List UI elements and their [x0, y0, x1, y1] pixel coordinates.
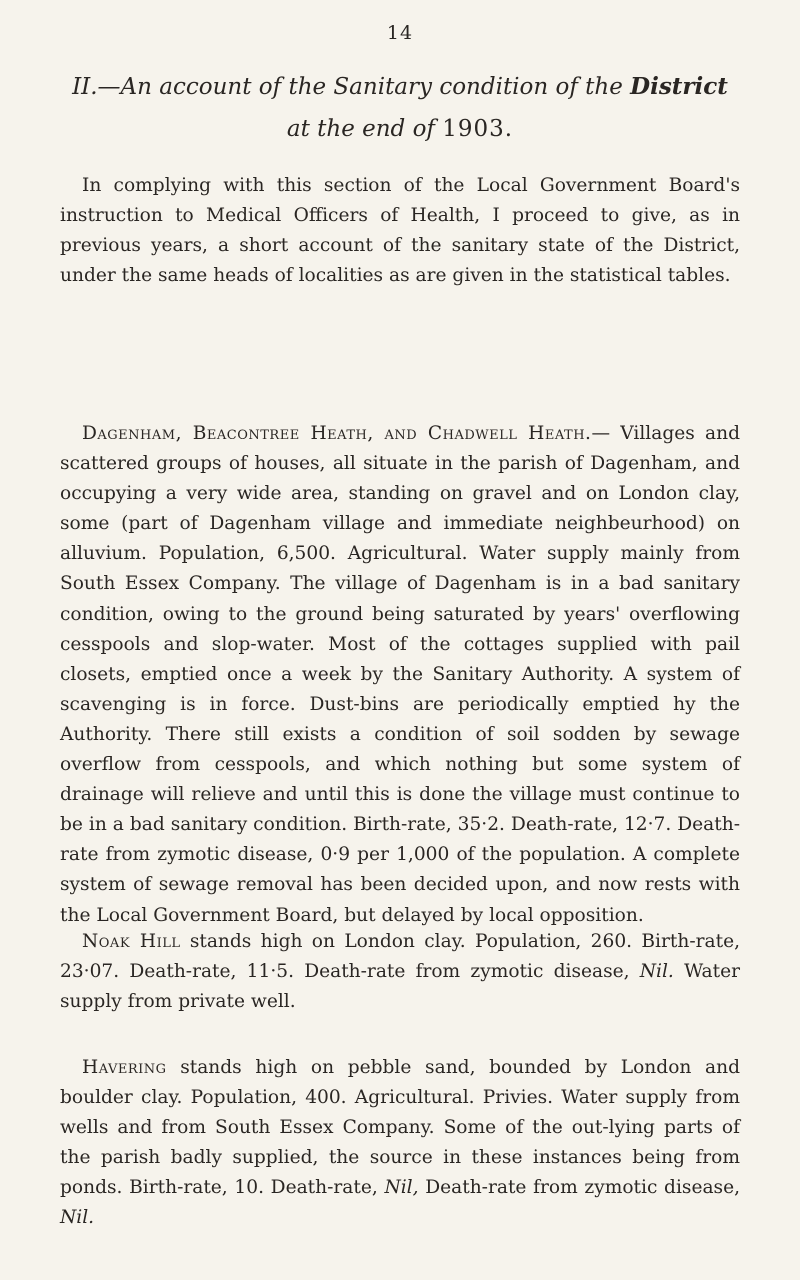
- document-page: [60, 0, 740, 1280]
- noak-hill-text-after: Water supply from private well.: [60, 961, 741, 1013]
- havering-text-middle: Death-rate from zymotic disease,: [418, 1177, 740, 1199]
- heading-year: 1903.: [442, 116, 514, 142]
- havering-title: Havering: [82, 1057, 167, 1078]
- noak-hill-text-before: stands high on London clay. Population, 260. Birth-rate, 23·07. Death-rate, 11·5. Death-rate from zymotic disease,: [60, 931, 740, 983]
- heading-line-1: [60, 66, 740, 108]
- heading-line2-prefix: at the end of: [286, 116, 435, 142]
- havering-text-before: stands high on pebble sand, bounded by London and boulder clay. Population, 400. Agricultural. Privies. Water supply from wells and from South Essex Company. Some of the out-lying parts of the parish badly supplied, the source in these instances being from ponds. Birth-rate, 10. Death-rate,: [60, 1057, 740, 1199]
- havering-nil-2: Nil.: [60, 1207, 95, 1229]
- heading-prefix: II.—An account of the Sanitary condition of the: [72, 74, 623, 100]
- intro-paragraph: In complying with this section of the Local Government Board's instruction to Medical Officers of Health, I proceed to give, as in previous years, a short account of the sanitary state of the District, under the same heads of localities as are given in the statistical tables.: [60, 175, 740, 287]
- dagenham-paragraph: [60, 419, 740, 931]
- heading-line-2: [60, 108, 740, 150]
- dagenham-text: — Villages and scattered groups of houses, all situate in the parish of Dagenham, and occupying a very wide area, standing on gravel and on London clay, some (part of Dagenham village and immediate neighbeurhood) on alluvium. Population, 6,500. Agricultural. Water supply mainly from South Essex Company. The village of Dagenham is in a bad sanitary condition, owing to the ground being saturated by years' overflowing cesspools and slop-water. Most of the cottages supplied with pail closets, emptied once a week by the Sanitary Authority. A system of scavenging is in force. Dust-bins are periodically emptied hy the Authority. There still exists a condition of soil sodden by sewage overflow from cesspools, and which nothing but some system of drainage will relieve and until this is done the village must continue to be in a bad sanitary condition. Birth-rate, 35·2. Death-rate, 12·7. Death-rate from zymotic disease, 0·9 per 1,000 of the population. A complete system of sewage removal has been decided upon, and now rests with the Local Government Board, but delayed by local opposition.: [60, 423, 740, 926]
- noak-hill-title: Noak Hill: [82, 931, 181, 952]
- heading-district: District: [630, 73, 728, 100]
- noak-hill-nil: Nil.: [639, 961, 674, 983]
- havering-nil-1: Nil,: [384, 1177, 419, 1199]
- section-heading: [60, 66, 740, 150]
- page-number: 14: [386, 22, 414, 44]
- noak-hill-paragraph: [60, 927, 740, 1017]
- havering-paragraph: [60, 1053, 740, 1234]
- dagenham-title: Dagenham, Beacontree Heath, and Chadwell Heath.: [82, 423, 592, 444]
